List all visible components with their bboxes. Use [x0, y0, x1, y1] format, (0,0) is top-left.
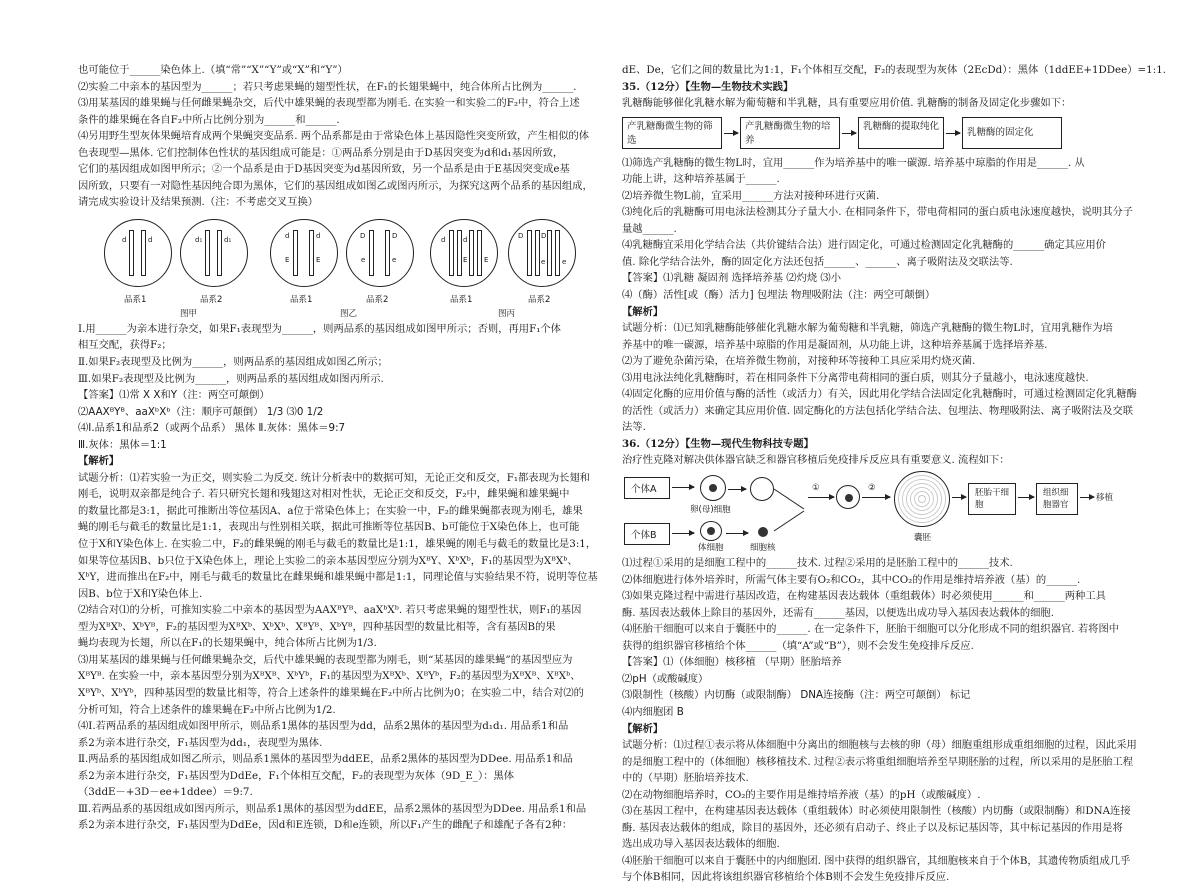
individual-b-box: 个体B [624, 523, 670, 545]
arrow [1018, 497, 1034, 498]
analysis-line: 试题分析：⑴过程①表示将从体细胞中分离出的细胞核与去核的卵（母）细胞重组形成重组细胞的过程，因此采用 [622, 739, 1137, 752]
arrow [1080, 497, 1094, 498]
arrow [724, 133, 738, 134]
answer-line: ⑵pH（或酸碱度） [622, 672, 709, 685]
analysis-line: 的活性（或活力）来确定其应用价值. 固定酶化的方法包括化学结合法、包埋法、物理吸附法、离子吸附法及交联 [622, 404, 1134, 417]
chromosome [205, 230, 210, 276]
question-line: ⑵体细胞进行体外培养时，所需气体主要有O₂和CO₂，其中CO₂的作用是维持培养液（基）的______. [622, 573, 1081, 586]
flow-step: 乳糖酶的固定化 [962, 117, 1062, 149]
cell-circle [430, 219, 498, 287]
answer-line: ⑷内细胞团 B [622, 705, 684, 718]
answer-line: 【答案】⑴乳糖 凝固剂 选择培养基 ⑵灼烧 ⑶小 [622, 272, 842, 285]
chromosome [449, 230, 454, 276]
strain-label: 品系2 [200, 294, 223, 305]
gene-label: e [361, 255, 366, 264]
gene-label: e [562, 257, 567, 266]
figure-caption: 图乙 [340, 308, 358, 319]
analysis-line: 试题分析：⑴若实验一为正交，则实验二为反交. 统计分析表中的数据可知，无论正交和反交，F₁都表现为长翅和 [78, 471, 591, 484]
right-column [622, 62, 1167, 884]
gene-label: d [285, 231, 290, 240]
gene-label: d [463, 235, 468, 244]
question-line: 酶. 基因表达载体上除目的基因外，还需有______基因，以便选出成功导入基因表达载体的细胞. [622, 606, 1054, 619]
strain-label: 品系1 [290, 294, 313, 305]
analysis-line: ⑶用某基因的雄果蝇与任何雌果蝇杂交，后代中雄果蝇的表现型都为刚毛，则“某基因的雄果蝇”的基因型应为 [78, 653, 573, 666]
gene-label: d₁ [195, 235, 203, 244]
chromosome [293, 230, 298, 276]
question-line: ⑴筛选产乳糖酶的微生物L时，宜用______作为培养基中的唯一碳源. 培养基中琼脂的作用是______. 从 [622, 156, 1085, 169]
gene-label: D [518, 231, 524, 240]
arrow [946, 133, 960, 134]
question-line: ⑶用某基因的雄果蝇与任何雌果蝇杂交，后代中雄果蝇的表现型都为刚毛. 在实验一和实验二的F₂中，符合上述 [78, 97, 580, 110]
analysis-line: 选出成功导入基因表达载体的细胞. [622, 838, 780, 851]
analysis-line: XᴮYᴮ. 在实验一中，亲本基因型分别为XᴮXᴮ、XᵇYᵇ，F₁的基因型为XᴮXᵇ、XᴮYᵇ，F₂的基因型为XᴮXᴮ、XᴮXᵇ、 [78, 670, 581, 683]
gene-figure [78, 213, 606, 321]
gene-label: d [316, 231, 321, 240]
flow-step: 乳糖酶的提取纯化 [858, 117, 944, 149]
analysis-line: 酶. 基因表达载体的组成，除目的基因外，还必须有启动子、终止子以及标记基因等，其中标记基因的作用是将 [622, 821, 1123, 834]
chromosome [309, 230, 314, 276]
analysis-line: Ⅱ.两品系的基因组成如图乙所示，则品系1黑体的基因型为ddEE，品系2黑体的基因型为DDee. 用品系1和品 [78, 753, 573, 766]
analysis-line: 试题分析：⑴已知乳糖酶能够催化乳糖水解为葡萄糖和半乳糖，筛选产乳糖酶的微生物L时，宜用乳糖作为培 [622, 322, 1113, 335]
strain-label: 品系2 [366, 294, 389, 305]
analysis-line: ⑵在动物细胞培养时，CO₂的主要作用是维持培养液（基）的pH（或酸碱度）. [622, 788, 981, 801]
strain-label: 品系1 [450, 294, 473, 305]
gene-label: D [392, 231, 398, 240]
analysis-line: 系2为亲本进行杂交，F₁基因型为DdEe，因d和E连锁，D和e连锁，所以F₁产生的雌配子和雄配子各有2种： [78, 819, 573, 832]
merge-arrows [774, 485, 808, 535]
individual-a-box: 个体A [624, 477, 670, 499]
question-line: 乳糖酶能够催化乳糖水解为葡萄糖和半乳糖，具有重要应用价值. 乳糖酶的制备及固定化步骤如下： [622, 97, 1072, 110]
enucleated-oocyte [750, 477, 774, 501]
analysis-line: （3ddE－+3D－ee+1ddee）＝9:7. [78, 786, 253, 799]
cell-circle [508, 219, 576, 287]
question-line: ⑷另用野生型灰体果蝇培育成两个果蝇突变品系. 两个品系都是由于常染色体上基因隐性突变所致，产生相似的体 [78, 130, 590, 143]
gene-label: e [541, 257, 546, 266]
strain-label: 品系2 [528, 294, 551, 305]
analysis-line: Ⅲ.若两品系的基因组成如图丙所示，则品系1黑体的基因型为ddEE，品系2黑体的基因型为DDee. 用品系1和品 [78, 802, 587, 815]
cell-circle [180, 219, 248, 287]
chromosome [369, 230, 374, 276]
question-line: 获得的组织器官移植给个体______（填“A”或“B”），则不会发生免疫排斥反应. [622, 639, 974, 652]
reconstructed-cell [836, 485, 860, 509]
chromosome [217, 230, 222, 276]
es-cell-box: 胚胎干细胞 [968, 483, 1016, 515]
chromosome [129, 230, 134, 276]
gene-label: d [148, 235, 153, 244]
analysis-line: 系2为亲本进行杂交，F₁基因型为dd₁，表现型为黑体. [78, 736, 323, 749]
question-line: ⑶纯化后的乳糖酶可用电泳法检测其分子量大小. 在相同条件下，带电荷相同的蛋白质电泳速度越快，说明其分子 [622, 206, 1134, 219]
analysis-line: 的数量比都是3:1，据此可推断出等位基因A、a位于常染色体上；在实验一中，F₂的雌果蝇都表现为刚毛，雄果 [78, 504, 583, 517]
gene-label: E [463, 255, 468, 264]
arrow [726, 533, 748, 534]
arrow [672, 487, 694, 488]
question-line: 请完成实验设计及结果预测.（注：不考虑交叉互换） [78, 196, 319, 209]
cell-circle [270, 219, 338, 287]
gene-label: E [484, 255, 489, 264]
question-line: 相互交配，获得F₂； [78, 339, 172, 352]
gene-label: D [541, 231, 547, 240]
analysis-line: ⑵结合对⑴的分析，可推知实验二中亲本的基因型为AAXᴮYᴮ、aaXᵇXᵇ. 若只考虑果蝇的翅型性状，则F₁的基因 [78, 604, 582, 617]
analysis-line: 养基中的唯一碳源，培养基中琼脂的作用是凝固剂，从功能上讲，这种培养基属于选择培养基. [622, 338, 1048, 351]
gene-label: E [285, 255, 290, 264]
tissue-box: 组织细胞器官 [1036, 483, 1078, 515]
cloning-flowchart [622, 471, 1134, 553]
chromosome [547, 230, 552, 276]
chromosome [477, 230, 482, 276]
nucleus [845, 494, 853, 502]
answer-line: Ⅲ.灰体：黑体＝1:1 [78, 438, 167, 451]
question-line: 它们的基因组成如图甲所示；②一个品系是由于D基因突变为d基因所致，另一个品系是由于E基因突变成e基 [78, 163, 570, 176]
analysis-heading: 【解析】 [622, 722, 664, 735]
analysis-line: ⑷胚胎干细胞可以来自于囊胚中的内细胞团. 图中获得的组织器官，其细胞核来自于个体B，其遗传物质组成几乎 [622, 854, 1131, 867]
question-line: dE、De，它们之间的数量比为1:1，F₁个体相互交配，F₂的表现型为灰体（2EcDd）：黑体（1ddEE+1DDee）=1:1. [622, 64, 1167, 76]
gene-label: E [316, 255, 321, 264]
question-line: ⑵实验二中亲本的基因型为______；若只考虑果蝇的翅型性状，在F₁的长翅果蝇中，纯合体所占比例为______. [78, 80, 577, 93]
cell-circle [346, 219, 414, 287]
body-cell [700, 521, 722, 541]
answer-line: ⑵AAXᴮYᴮ、aaXᵇXᵇ（注：顺序可颠倒） 1/3 ⑶0 1/2 [78, 405, 324, 418]
analysis-line: 刚毛，说明双亲都是纯合子. 若只研究长翅和残翅这对相对性状，无论正交和反交，F₂中，雌果蝇和雄果蝇中 [78, 488, 570, 501]
answer-line: ⑶限制性（核酸）内切酶（或限制酶） DNA连接酶（注：两空可颠倒） 标记 [622, 689, 971, 702]
analysis-line: 中的（早期）胚胎培养技术. [622, 772, 749, 785]
gene-label: D [360, 231, 366, 240]
figure-caption: 图甲 [180, 308, 198, 319]
chromosome [535, 230, 540, 276]
question-line: ⑶如果克隆过程中需进行基因改造，在构建基因表达载体（重组载体）时必须使用______和______两种工具 [622, 590, 1106, 603]
step-1-label: ① [812, 483, 820, 494]
question-line: 也可能位于______染色体上.（填“常”“X”“Y”或“X”和“Y”） [78, 64, 348, 76]
analysis-line: 蝇的刚毛与截毛的数量比是1:1，表现出与性别相关联，据此可推断等位基因B、b可能位于X染色体上，也可能 [78, 521, 580, 534]
answer-line: 【答案】⑴（体细胞）核移植 （早期）胚胎培养 [622, 656, 842, 669]
oocyte-cell [700, 475, 726, 501]
question-line: Ⅱ.如果F₂表现型及比例为______，则两品系的基因组成如图乙所示； [78, 356, 388, 369]
analysis-line: 型为XᴮXᵇ、XᵇYᴮ，F₂的基因型为XᴮXᵇ、XᵇXᵇ、XᴮYᴮ、XᵇYᴮ，四种基因型的数量比相等，含有基因B的果 [78, 620, 556, 633]
gene-label: e [392, 255, 397, 264]
answer-line: 【答案】⑴常 X X和Y（注：两空可颠倒） [78, 389, 270, 402]
question-line: 条件的雄果蝇在各自F₂中所占比例分别为______和______. [78, 113, 340, 126]
question-heading: 36.（12分）【生物—现代生物科技专题】 [622, 437, 814, 450]
question-line: 色表现型—黑体. 它们控制体色性状的基因组成可能是：①两品系分别是由于D基因突变为d和d₁基因所致， [78, 146, 564, 159]
cell-circle [104, 219, 172, 287]
analysis-line: 的是细胞工程中的（体细胞）核移植技术. 过程②表示将重组细胞培养至早期胚胎的过程，所以采用的是胚胎工程 [622, 755, 1134, 768]
blastocyst [894, 471, 950, 527]
flow-step: 产乳糖酶微生物的培养 [740, 117, 840, 149]
nucleus-label: 细胞核 [750, 543, 776, 554]
chromosome [457, 230, 462, 276]
question-line: Ⅰ.用______为亲本进行杂交，如果F₁表现型为______，则两品系的基因组成如图甲所示；否则，再用F₁个体 [78, 322, 561, 335]
nucleus [709, 484, 717, 492]
question-line: ⑴过程①采用的是细胞工程中的______技术. 过程②采用的是胚胎工程中的______技术. [622, 557, 1013, 570]
analysis-line: 位于X和Y染色体上. 在实验二中，F₂的雌果蝇的刚毛与截毛的数量比是1:1，雄果蝇的刚毛与截毛的数量比是3:1， [78, 538, 597, 551]
analysis-line: ⑶在基因工程中，在构建基因表达载体（重组载体）时必须使用限制性（核酸）内切酶（或限制酶）和DNA连接 [622, 805, 1131, 818]
strain-label: 品系1 [124, 294, 147, 305]
question-line: Ⅲ.如果F₂表现型及比例为______，则两品系的基因组成如图丙所示. [78, 372, 384, 385]
answer-line: ⑷Ⅰ.品系1和品系2（或两个品系） 黑体 Ⅱ.灰体：黑体＝9:7 [78, 422, 346, 435]
chromosome [555, 230, 560, 276]
analysis-line: ⑷固定化酶的应用价值与酶的活性（或活力）有关，因此用化学结合法固定化乳糖酶时，可通过检测固定化乳糖酶 [622, 388, 1137, 401]
chromosome [527, 230, 532, 276]
chromosome [469, 230, 474, 276]
arrow [952, 497, 966, 498]
gene-label: d [441, 235, 446, 244]
flow-step: 产乳糖酶微生物的筛选 [622, 117, 722, 149]
analysis-line: 与个体B相同，因此将该组织器官移植给个体B则不会发生免疫排斥反应. [622, 871, 950, 884]
body-cell-label: 体细胞 [698, 543, 724, 554]
question-line: 功能上讲，这种培养基属于______. [622, 173, 780, 186]
analysis-heading: 【解析】 [78, 455, 120, 468]
question-line: ⑵培养微生物L前，宜采用______方法对接种环进行灭菌. [622, 189, 880, 202]
question-heading: 35.（12分）【生物—生物技术实践】 [622, 80, 794, 93]
analysis-line: 系2为亲本进行杂交，F₁基因型为DdEe，F₁个体相互交配，F₂的表现型为灰体（9D_E_）：黑体 [78, 769, 515, 782]
analysis-line: ⑵为了避免杂菌污染，在培养微生物前，对接种环等接种工具应采用灼烧灭菌. [622, 355, 976, 368]
left-column [78, 62, 606, 832]
arrow [808, 497, 834, 498]
arrow [672, 533, 694, 534]
analysis-line: 法等. [622, 421, 646, 434]
transplant-label: 移植 [1096, 493, 1114, 504]
question-line: 治疗性克隆对解决供体器官缺乏和器官移植后免疫排斥反应具有重要意义. 流程如下： [622, 454, 1010, 467]
chromosome [141, 230, 146, 276]
arrow [862, 497, 890, 498]
answer-line: ⑷（酶）活性[或（酶）活力] 包埋法 物理吸附法（注：两空可颠倒） [622, 289, 936, 302]
analysis-line: 分析可知，符合上述条件的雄果蝇在F₂中所占比例为1/2. [78, 703, 336, 716]
question-line: 因所致，只要有一对隐性基因纯合即为黑体，它们的基因组成如图乙或图丙所示，为探究这两个品系的基因组成， [78, 179, 593, 192]
analysis-line: 蝇均表现为长翅，所以在F₁的长翅果蝇中，纯合体所占比例为1/3. [78, 637, 377, 650]
chromosome [385, 230, 390, 276]
blastocyst-label: 囊胚 [914, 533, 932, 544]
enzyme-flowchart [622, 115, 1134, 153]
gene-label: d [122, 235, 127, 244]
arrow [842, 133, 856, 134]
donor-nucleus [758, 527, 768, 537]
step-2-label: ② [868, 483, 876, 494]
oocyte-label: 卵(母)细胞 [690, 505, 731, 516]
analysis-heading: 【解析】 [622, 305, 664, 318]
arrow [728, 489, 746, 490]
analysis-line: 因B、b位于X和Y染色体上. [78, 587, 203, 600]
analysis-line: 如果等位基因B、b只位于X染色体上，理论上实验二的亲本基因型应分别为XᴮY、XᵇXᵇ，F₁的基因型为XᴮXᵇ、 [78, 554, 578, 567]
figure-caption: 图丙 [498, 308, 516, 319]
nucleus [707, 527, 715, 535]
analysis-line: ⑷Ⅰ.若两品系的基因组成如图甲所示，则品系1黑体的基因型为dd，品系2黑体的基因型为d₁d₁. 用品系1和品 [78, 720, 569, 733]
question-line: ⑷乳糖酶宜采用化学结合法（共价键结合法）进行固定化，可通过检测固定化乳糖酶的______确定其应用价 [622, 239, 1106, 252]
question-line: ⑷胚胎干细胞可以来自于囊胚中的______. 在一定条件下，胚胎干细胞可以分化形成不同的组织器官. 若将图中 [622, 623, 1120, 636]
analysis-line: XᴮYᵇ、XᵇYᵇ，四种基因型的数量比相等，符合上述条件的雄果蝇在F₂中所占比例为0；在实验二中，结合对⑵的 [78, 686, 584, 699]
analysis-line: XᵇY，进而推出在F₂中，刚毛与截毛的数量比在雌果蝇和雄果蝇中都是1:1，同理论值与实验结果不符，说明等位基 [78, 571, 598, 584]
analysis-line: ⑶用电泳法纯化乳糖酶时，若在相同条件下分离带电荷相同的蛋白质，则其分子量越小，电泳速度越快. [622, 371, 1089, 384]
question-line: 量越______. [622, 222, 677, 235]
gene-label: d₁ [224, 235, 232, 244]
question-line: 值. 除化学结合法外，酶的固定化方法还包括______、______、离子吸附法及交联法等. [622, 255, 1013, 268]
